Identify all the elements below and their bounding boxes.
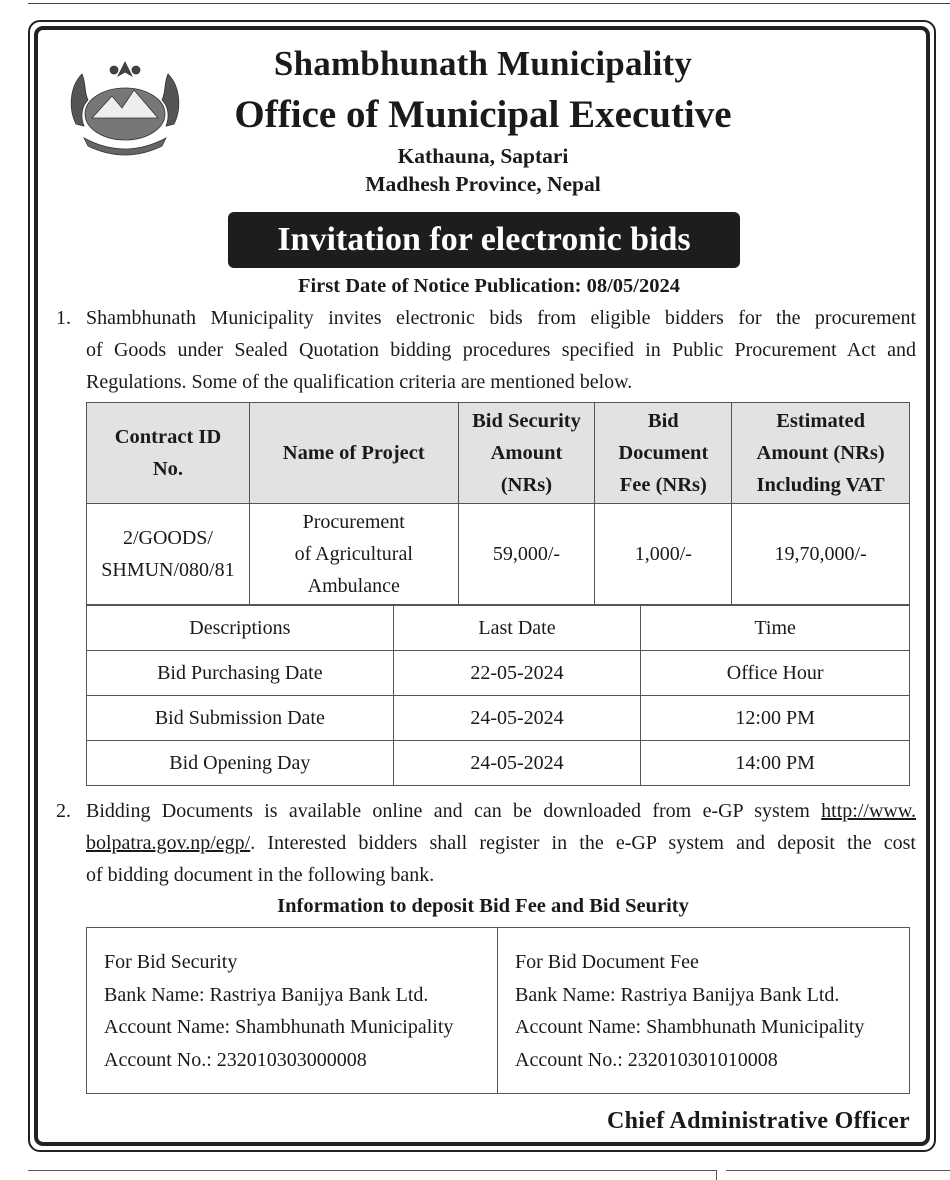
header-contract-id <box>87 403 250 504</box>
header-line: Document <box>618 442 709 464</box>
header-time: Time <box>641 606 910 651</box>
egp-link-continued[interactable]: bolpatra.gov.np/egp/ <box>86 832 251 854</box>
bank-info-box <box>86 927 910 1094</box>
header-line: Including VAT <box>756 474 885 496</box>
header-line: Name of Project <box>282 442 425 464</box>
account-name: Account Name: Shambhunath Municipality <box>515 1016 865 1038</box>
cell-date: 24-05-2024 <box>393 741 641 786</box>
paragraph-text <box>86 302 916 398</box>
header-line: Bid Security <box>472 410 581 432</box>
header-line: Bid <box>647 410 679 432</box>
cell-description: Bid Opening Day <box>87 741 394 786</box>
bottom-rule <box>28 1170 716 1171</box>
cell-estimated-amount: 19,70,000/- <box>732 504 910 605</box>
cell-line: of Agricultural <box>294 543 413 565</box>
header-estimated-amount <box>732 403 910 504</box>
header-line: Amount (NRs) <box>756 442 885 464</box>
cell-project-name <box>249 504 458 605</box>
account-name: Account Name: Shambhunath Municipality <box>104 1016 454 1038</box>
cell-contract-id <box>87 504 250 605</box>
paragraph-number: 1. <box>56 307 71 329</box>
table-row <box>87 651 910 696</box>
bank-name: Bank Name: Rastriya Banijya Bank Ltd. <box>104 983 429 1006</box>
paragraph-line <box>86 795 916 827</box>
paragraph-line: Regulations. Some of the qualification criteria are mentioned below. <box>86 371 633 393</box>
paragraph-text-segment: . Interested bidders shall register in the e-GP system and deposit the cost <box>250 832 916 854</box>
table-row <box>87 696 910 741</box>
header-line: (NRs) <box>500 474 553 496</box>
cell-time: Office Hour <box>641 651 910 696</box>
cell-time: 12:00 PM <box>641 696 910 741</box>
notice-banner: Invitation for electronic bids <box>228 212 740 268</box>
org-name: Shambhunath Municipality <box>273 44 693 83</box>
paragraph-line <box>86 827 916 859</box>
bank-info-title: For Bid Document Fee <box>515 951 699 973</box>
contract-table <box>86 402 910 605</box>
header-line: Fee (NRs) <box>619 474 707 496</box>
paragraph-line: Shambhunath Municipality invites electronic bids from eligible bidders for the procurement <box>86 307 916 329</box>
bank-box-divider <box>497 928 498 1093</box>
paragraph-text <box>86 795 916 891</box>
address-line-1: Kathauna, Saptari <box>397 144 569 168</box>
cell-doc-fee: 1,000/- <box>595 504 732 605</box>
cell-line: Ambulance <box>307 575 400 597</box>
first-publication-date: First Date of Notice Publication: 08/05/2024 <box>297 275 681 297</box>
header-line: Estimated <box>776 410 866 432</box>
table-row <box>87 504 910 605</box>
doc-fee-bank-info <box>515 946 864 1076</box>
bid-security-bank-info <box>104 946 453 1076</box>
address-line-2: Madhesh Province, Nepal <box>365 172 601 196</box>
account-number: Account No.: 232010301010008 <box>515 1048 778 1071</box>
header-line: Contract ID <box>114 426 222 448</box>
bank-name: Bank Name: Rastriya Banijya Bank Ltd. <box>515 983 840 1006</box>
header-line: No. <box>152 458 184 480</box>
top-rule <box>28 3 950 4</box>
table-row <box>87 741 910 786</box>
paragraph-text-segment: Bidding Documents is available online and can be downloaded from e-GP system <box>86 800 822 822</box>
header-descriptions: Descriptions <box>87 606 394 651</box>
cell-date: 24-05-2024 <box>393 696 641 741</box>
paragraph-line: of bidding document in the following bank. <box>86 864 435 886</box>
table-header-row <box>87 403 910 504</box>
cell-bid-security: 59,000/- <box>458 504 595 605</box>
paragraph-line: of Goods under Sealed Quotation bidding procedures specified in Public Procurement Act and <box>86 339 916 361</box>
bank-info-title: For Bid Security <box>104 951 238 973</box>
cell-description: Bid Purchasing Date <box>87 651 394 696</box>
cell-description: Bid Submission Date <box>87 696 394 741</box>
bank-info-heading: Information to deposit Bid Fee and Bid Seurity <box>277 895 689 917</box>
table-header-row <box>87 606 910 651</box>
nepal-government-emblem-icon <box>62 56 188 160</box>
cell-line: Procurement <box>302 511 405 533</box>
bottom-rule-tick <box>716 1170 717 1180</box>
cell-line: 2/GOODS/ <box>122 527 213 549</box>
cell-date: 22-05-2024 <box>393 651 641 696</box>
signatory-title: Chief Administrative Officer <box>607 1108 910 1134</box>
cell-line: SHMUN/080/81 <box>101 559 235 581</box>
header-bid-security <box>458 403 595 504</box>
header-line: Amount <box>490 442 563 464</box>
header-doc-fee <box>595 403 732 504</box>
schedule-table <box>86 605 910 786</box>
paragraph-1 <box>56 302 916 398</box>
paragraph-number: 2. <box>56 800 71 822</box>
header-project-name <box>249 403 458 504</box>
header-last-date: Last Date <box>393 606 641 651</box>
office-title: Office of Municipal Executive <box>234 93 732 136</box>
account-number: Account No.: 232010303000008 <box>104 1048 367 1071</box>
bottom-rule-right <box>726 1170 950 1171</box>
paragraph-2 <box>56 795 916 891</box>
egp-link[interactable]: http://www. <box>821 800 916 822</box>
cell-time: 14:00 PM <box>641 741 910 786</box>
